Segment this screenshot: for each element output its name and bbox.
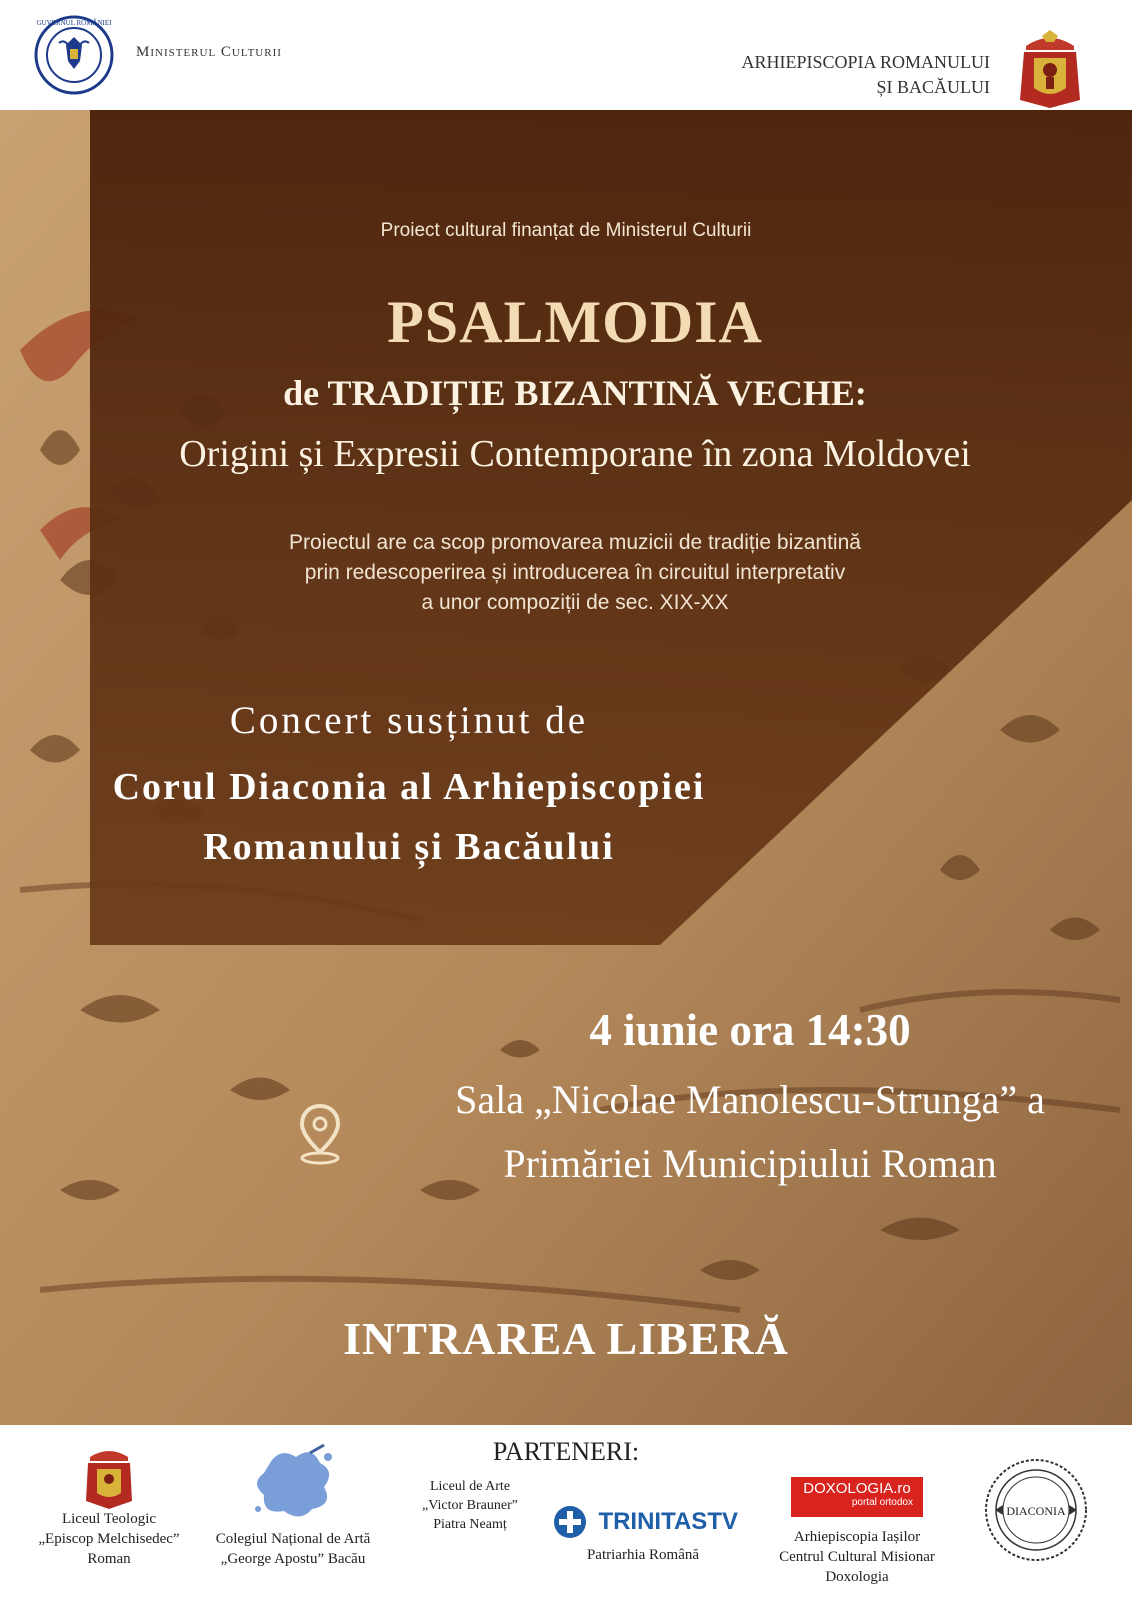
partner-4-line1: Patriarhia Română xyxy=(586,1547,700,1563)
ministry-label: Ministerul Culturii xyxy=(136,44,282,60)
choir-line-2: Romanului și Bacăului xyxy=(203,826,615,868)
art-college-splash-logo-icon xyxy=(250,1443,336,1523)
partners-title: PARTENERI: xyxy=(492,1437,640,1466)
partner-colegiul-arta xyxy=(198,1443,388,1569)
archdiocese-line2: ȘI BACĂULUI xyxy=(876,77,990,97)
partner-1-line2: „Episcop Melchisedec” xyxy=(38,1531,180,1547)
partners-footer xyxy=(0,1425,1132,1600)
partner-liceul-teologic xyxy=(34,1445,184,1569)
project-description xyxy=(0,528,1132,618)
partner-3-line3: Piatra Neamț xyxy=(433,1517,507,1532)
diaconia-emblem-icon xyxy=(981,1455,1091,1565)
doxologia-logo-text: DOXOLOGIA.ro xyxy=(803,1480,911,1497)
archdiocese-crest-icon xyxy=(1016,30,1084,108)
partner-doxologia xyxy=(752,1477,962,1587)
partner-1-line3: Roman xyxy=(87,1551,131,1567)
choir-line-1: Corul Diaconia al Arhiepiscopiei xyxy=(112,766,706,808)
theological-lyceum-crest-icon xyxy=(82,1445,136,1509)
government-seal-icon xyxy=(34,15,114,95)
partner-liceul-arte xyxy=(400,1477,540,1534)
event-subtitle-1: de TRADIȚIE BIZANTINĂ VECHE: xyxy=(283,373,867,413)
partner-5-line2: Centrul Cultural Misionar xyxy=(779,1549,935,1565)
event-title: PSALMODIA xyxy=(387,289,763,355)
partner-1-line1: Liceul Teologic xyxy=(61,1511,157,1527)
location-pin-icon xyxy=(298,1102,342,1166)
trinitas-logo-text: TRINITASTV xyxy=(598,1508,738,1535)
event-subtitle-2: Origini și Expresii Contemporane în zona Moldovei xyxy=(179,433,971,475)
trinitas-cross-icon xyxy=(553,1505,587,1539)
event-date-time: 4 iunie ora 14:30 xyxy=(589,1005,911,1055)
partner-diaconia xyxy=(976,1455,1096,1565)
archdiocese-line1: ARHIEPISCOPIA ROMANULUI xyxy=(741,52,990,72)
partner-5-line3: Doxologia xyxy=(825,1569,889,1585)
poster-background xyxy=(0,110,1132,1425)
header xyxy=(0,0,1132,110)
description-line-3: a unor compoziții de sec. XIX-XX xyxy=(421,591,729,614)
description-line-1: Proiectul are ca scop promovarea muzicii de tradiție bizantină xyxy=(289,531,861,554)
partner-3-line1: Liceul de Arte xyxy=(429,1479,511,1494)
partner-2-line2: „George Apostu” Bacău xyxy=(220,1551,366,1567)
free-entry-text: INTRAREA LIBERĂ xyxy=(343,1313,789,1364)
concert-intro: Concert susținut de xyxy=(229,699,589,742)
trinitas-logo xyxy=(548,1505,738,1539)
partner-2-line1: Colegiul Național de Artă xyxy=(215,1531,371,1547)
partner-3-line2: „Victor Brauner” xyxy=(422,1498,518,1513)
seal-ring-text: GUVERNUL ROMÂNIEI xyxy=(36,19,112,27)
event-venue xyxy=(370,1068,1130,1196)
partner-trinitas-tv xyxy=(548,1505,738,1565)
description-line-2: prin redescoperirea și introducerea în circuitul interpretativ xyxy=(304,561,846,584)
doxologia-logo xyxy=(791,1477,923,1517)
doxologia-logo-sub: portal ortodox xyxy=(851,1497,913,1508)
funded-by-text: Proiect cultural finanțat de Ministerul Culturii xyxy=(380,220,752,241)
choir-name xyxy=(0,757,818,877)
venue-line-1: Sala „Nicolae Manolescu-Strunga” a xyxy=(455,1077,1045,1122)
venue-line-2: Primăriei Municipiului Roman xyxy=(503,1141,997,1186)
partner-5-line1: Arhiepiscopia Iașilor xyxy=(793,1529,921,1545)
archdiocese-label xyxy=(741,50,990,100)
diaconia-logo-text: DIACONIA xyxy=(1006,1504,1066,1518)
